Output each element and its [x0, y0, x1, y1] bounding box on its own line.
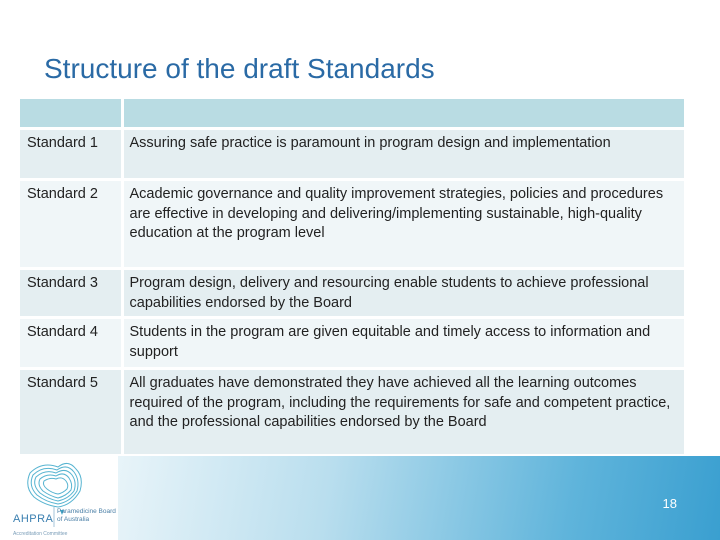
table-row [20, 129, 684, 180]
slide-title: Structure of the draft Standards [44, 53, 435, 84]
standard-label: Standard 3 [20, 269, 122, 318]
standard-description: Academic governance and quality improvement strategies, policies and procedures are effective in developing and delivering/implementing sustainable, high-quality education at the program level [122, 180, 684, 269]
standard-description: Assuring safe practice is paramount in program design and implementation [122, 129, 684, 180]
page-number: 18 [662, 496, 677, 511]
standard-description: Program design, delivery and resourcing enable students to achieve professional capabilities endorsed by the Board [122, 269, 684, 318]
standard-label: Standard 1 [20, 129, 122, 180]
table-header-cell [122, 99, 684, 129]
standards-table [20, 99, 684, 457]
ahpra-logo-text: AHPRA [13, 513, 54, 525]
table-row [20, 369, 684, 456]
standard-label: Standard 5 [20, 369, 122, 456]
table-row [20, 269, 684, 318]
standard-description: All graduates have demonstrated they have achieved all the learning outcomes required of the program, including the requirements for safe and competent practice, and the professional capabilities endorsed by the Board [122, 369, 684, 456]
board-name-text: Paramedicine Board of Australia [57, 508, 116, 523]
australia-map-logo-icon [10, 455, 118, 540]
table-header-row [20, 99, 684, 129]
standard-description: Students in the program are given equitable and timely access to information and support [122, 318, 684, 369]
footer-gradient-band [118, 456, 720, 540]
accreditation-text: Accreditation Committee [13, 531, 68, 537]
table-header-cell [20, 99, 122, 129]
table-row [20, 180, 684, 269]
standard-label: Standard 2 [20, 180, 122, 269]
table-row [20, 318, 684, 369]
standard-label: Standard 4 [20, 318, 122, 369]
